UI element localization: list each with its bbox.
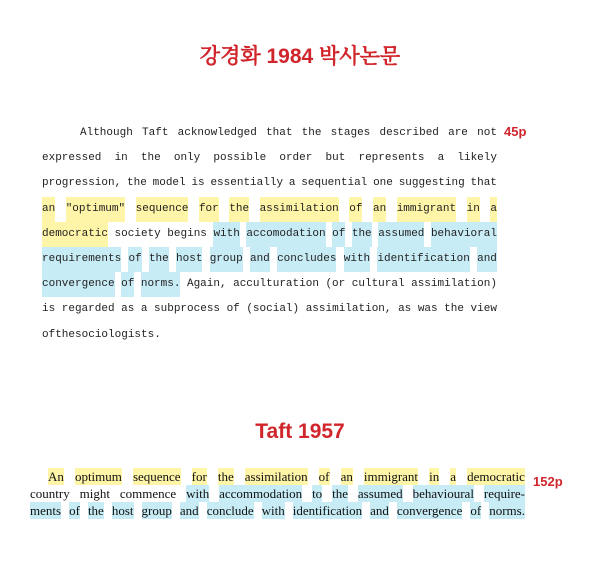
book-word: identification [292, 503, 363, 518]
thesis-word: democratic [42, 222, 108, 247]
thesis-word: progression, [42, 177, 122, 190]
thesis-line [42, 323, 497, 348]
book-word: optimum [74, 469, 122, 484]
thesis-word: "optimum" [66, 197, 125, 222]
thesis-word: the [301, 127, 322, 139]
thesis-word: Although [80, 127, 133, 139]
thesis-word: cultural [351, 278, 405, 291]
book-word: require- [483, 486, 525, 501]
thesis-word: that [470, 177, 497, 190]
thesis-word: of [349, 197, 362, 222]
thesis-word: as [398, 303, 412, 316]
thesis-word: the [127, 177, 147, 190]
book-word: and [370, 503, 389, 518]
thesis-word: is [42, 303, 56, 316]
book-word: conclude [206, 503, 254, 518]
book-word: in [429, 469, 440, 484]
thesis-word: convergence [42, 272, 115, 297]
book-word: the [332, 486, 348, 501]
thesis-line [42, 171, 497, 196]
thesis-word: the [352, 222, 372, 247]
thesis-word: accomodation [246, 222, 325, 247]
book-word: accommodation [219, 486, 303, 501]
thesis-line [42, 121, 497, 146]
thesis-word: the [444, 303, 464, 316]
thesis-word: with [213, 222, 239, 247]
book-word: of [69, 503, 80, 518]
thesis-word: is [191, 177, 205, 190]
thesis-word: requirements [42, 247, 121, 272]
book-word: assimilation [244, 469, 308, 484]
thesis-word: of [226, 303, 240, 316]
thesis-word: the [149, 247, 169, 272]
thesis-word: subprocess [154, 303, 221, 316]
thesis-word: of [332, 222, 345, 247]
thesis-word: Taft [142, 127, 169, 139]
thesis-word: acculturation [233, 278, 319, 291]
book-word: an [340, 469, 353, 484]
thesis-word: not [477, 127, 497, 139]
thesis-word: a [288, 177, 296, 190]
thesis-line [42, 197, 497, 222]
thesis-word: behavioral [431, 222, 497, 247]
book-word: of [470, 503, 482, 518]
thesis-word: the [140, 152, 161, 165]
thesis-word: that [266, 127, 293, 139]
thesis-line [42, 247, 497, 272]
thesis-word: in [467, 197, 480, 222]
thesis-word: described [379, 127, 439, 139]
thesis-word: in [114, 152, 128, 165]
thesis-word: with [344, 247, 370, 272]
thesis-word: are [448, 127, 468, 139]
thesis-word: expressed [42, 152, 102, 165]
thesis-word: norms. [141, 272, 181, 297]
thesis-word: model [152, 177, 186, 190]
thesis-word: sequential [301, 177, 368, 190]
thesis-excerpt [42, 121, 497, 348]
thesis-word: represents [358, 152, 425, 165]
thesis-word: an [42, 197, 55, 222]
book-word: the [87, 503, 104, 518]
thesis-word: assimilation, [305, 303, 392, 316]
thesis-word: of [42, 328, 56, 341]
thesis-word: a [140, 303, 148, 316]
book-word: sequence [132, 469, 181, 484]
thesis-word: and [477, 247, 497, 272]
thesis-word: suggesting [398, 177, 465, 190]
thesis-line [42, 272, 497, 297]
thesis-word: stages [330, 127, 371, 139]
book-line [30, 502, 525, 519]
thesis-line [42, 146, 497, 171]
thesis-word: possible [213, 152, 267, 165]
book-word: with [261, 503, 285, 518]
thesis-page-number: 45p [504, 124, 527, 139]
book-word: group [141, 503, 172, 518]
book-word: a [450, 469, 457, 484]
book-word: An [48, 469, 64, 484]
thesis-word: for [199, 197, 219, 222]
book-word: ments [30, 503, 62, 518]
thesis-word: of [128, 247, 141, 272]
thesis-word: sequence [136, 197, 189, 222]
book-word: with [186, 486, 210, 501]
thesis-word: acknowledged [177, 127, 257, 139]
thesis-word: as [121, 303, 135, 316]
thesis-word: and [250, 247, 270, 272]
thesis-word: host [176, 247, 202, 272]
thesis-line [42, 297, 497, 322]
thesis-word: order [279, 152, 313, 165]
thesis-word: concludes [277, 247, 336, 272]
thesis-word: a [437, 152, 445, 165]
thesis-word: assumed [378, 222, 424, 247]
book-word: immigrant [363, 469, 419, 484]
thesis-word: regarded [61, 303, 115, 316]
book-word: country [30, 486, 70, 501]
thesis-line [42, 222, 497, 247]
thesis-word: group [210, 247, 243, 272]
thesis-word: immigrant [397, 197, 456, 222]
source-excerpt [30, 468, 525, 519]
thesis-title: 강경화 1984 박사논문 [199, 45, 401, 68]
book-word: to [312, 486, 323, 501]
thesis-word: of [121, 272, 134, 297]
source-title: Taft 1957 [255, 420, 345, 443]
thesis-word: one [373, 177, 393, 190]
book-word: assumed [357, 486, 403, 501]
thesis-word: the [229, 197, 249, 222]
book-word: the [217, 469, 234, 484]
thesis-word: assimilation [260, 197, 339, 222]
thesis-word: Again, [186, 278, 227, 291]
thesis-word: a [490, 197, 497, 222]
thesis-word: sociologists. [75, 328, 161, 341]
book-word: might [79, 486, 110, 501]
thesis-word: society [114, 227, 161, 240]
thesis-word: likely [457, 152, 497, 165]
thesis-word: begins [167, 227, 207, 240]
thesis-word: the [55, 328, 76, 341]
book-word: of [318, 469, 330, 484]
book-word: convergence [396, 503, 463, 518]
thesis-word: assimilation) [411, 278, 497, 291]
thesis-word: essentially [210, 177, 284, 190]
thesis-word: an [373, 197, 386, 222]
book-word: norms. [489, 503, 525, 518]
book-word: democratic [467, 469, 525, 484]
thesis-word: (social) [246, 303, 300, 316]
source-page-number: 152p [533, 474, 563, 489]
thesis-word: identification [377, 247, 469, 272]
thesis-word: was [417, 303, 438, 316]
book-line [30, 468, 525, 485]
thesis-word: (or [325, 278, 346, 291]
book-line [30, 485, 525, 502]
book-word: for [191, 469, 207, 484]
thesis-word: only [173, 152, 201, 165]
book-word: commence [119, 486, 177, 501]
thesis-word: view [470, 303, 497, 316]
book-word: host [111, 503, 134, 518]
book-word: behavioural [412, 486, 474, 501]
thesis-word: but [325, 152, 346, 165]
book-word: and [179, 503, 199, 518]
